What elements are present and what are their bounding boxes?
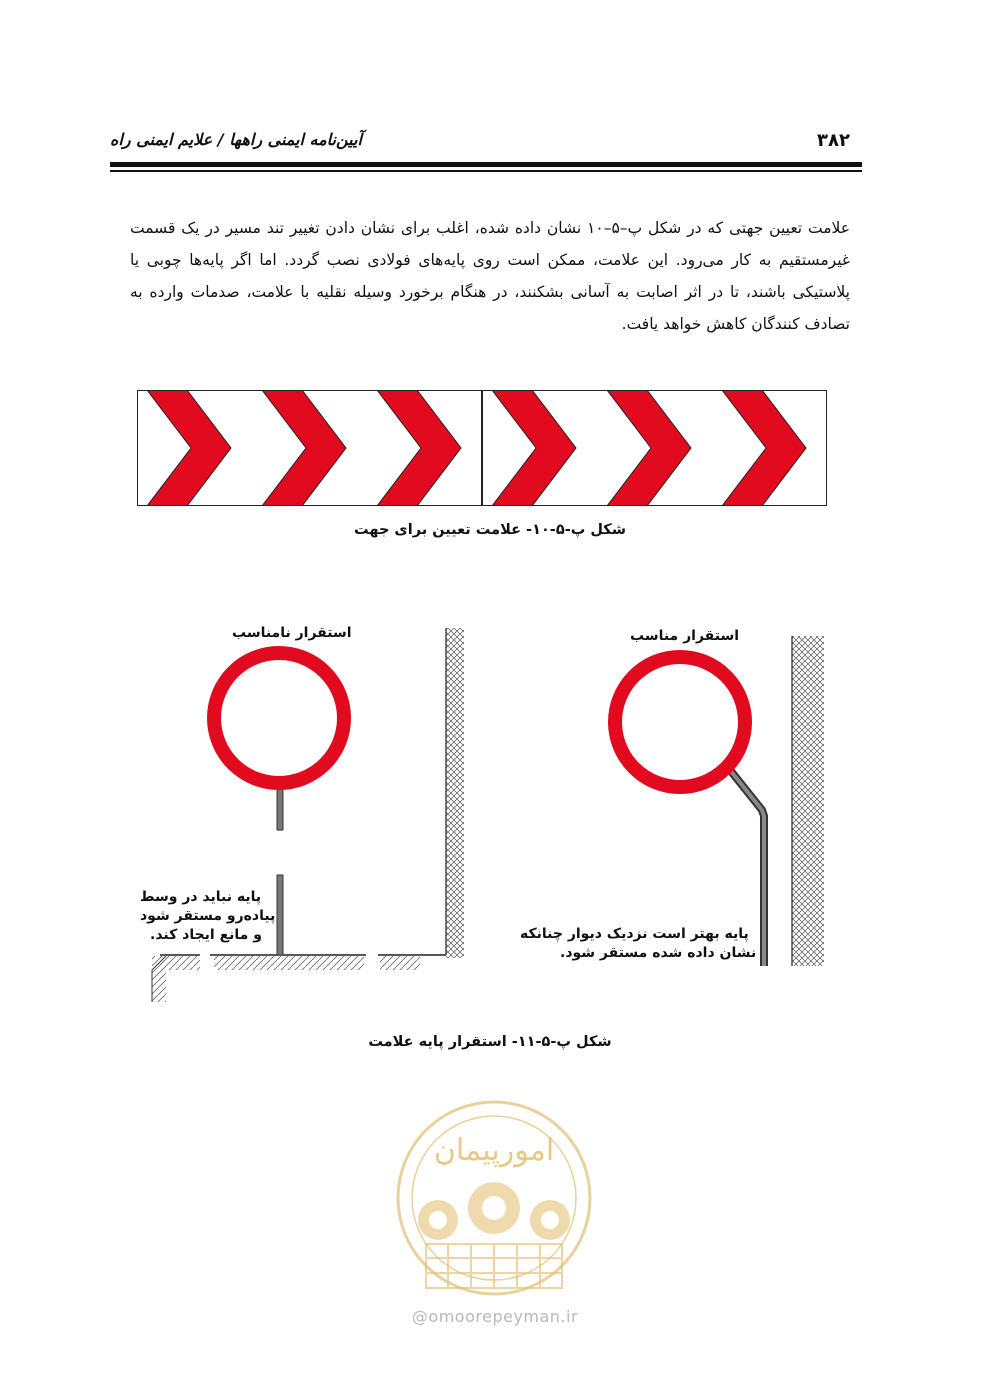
unsuitable-placement-drawing	[152, 628, 464, 1002]
figure-10-caption: شکل پ-۵-۱۰- علامت تعیین برای جهت	[354, 522, 626, 538]
suitable-placement-drawing	[615, 636, 824, 966]
watermark-site: @omoorepeyman.ir	[411, 1307, 579, 1326]
unsuitable-note-2: پیاده‌رو مستقر شود	[140, 908, 276, 924]
suitable-note-1: پایه بهتر است نزدیک دیوار چنانکه	[520, 926, 749, 942]
running-title: آیین‌نامه ایمنی راهها / علایم ایمنی راه	[110, 130, 362, 149]
header-rule-thin	[110, 170, 862, 172]
suitable-title: استقرار مناسب	[630, 628, 740, 644]
page-header	[110, 122, 862, 158]
unsuitable-note-1: پایه نباید در وسط	[140, 889, 262, 905]
header-rule-thick	[110, 162, 862, 167]
logo-calligraphy: امورپیمان	[433, 1133, 555, 1168]
at-icon: @	[411, 1307, 429, 1326]
chevron-board-figure	[137, 390, 827, 506]
body-paragraph: علامت تعیین جهتی که در شکل پ–۵–۱۰ نشان داده شده، اغلب برای نشان دادن تغییر تند مسیر در یک قسمت غیرمستقیم به کار می‌رود. این علامت، ممکن است روی پایه‌های فولادی نصب گردد. اما اگر پایه‌ها چوبی یا پلاستیکی باشند، تا در اثر اصابت به آسانی بشکنند، در هنگام برخورد وسیله نقلیه با علامت، صدمات وارده به تصادف کنندگان کاهش خواهد یافت.	[130, 219, 850, 333]
page-number: ۳۸۲	[817, 130, 850, 151]
suitable-note-2: نشان داده شده مستقر شود.	[560, 945, 757, 961]
unsuitable-title: استقرار نامناسب	[232, 625, 352, 641]
figure-11-caption: شکل پ-۵-۱۱- استقرار پایه علامت	[368, 1034, 612, 1050]
omoorepeyman-logo	[386, 1098, 602, 1304]
unsuitable-note-3: و مانع ایجاد کند.	[150, 927, 262, 943]
